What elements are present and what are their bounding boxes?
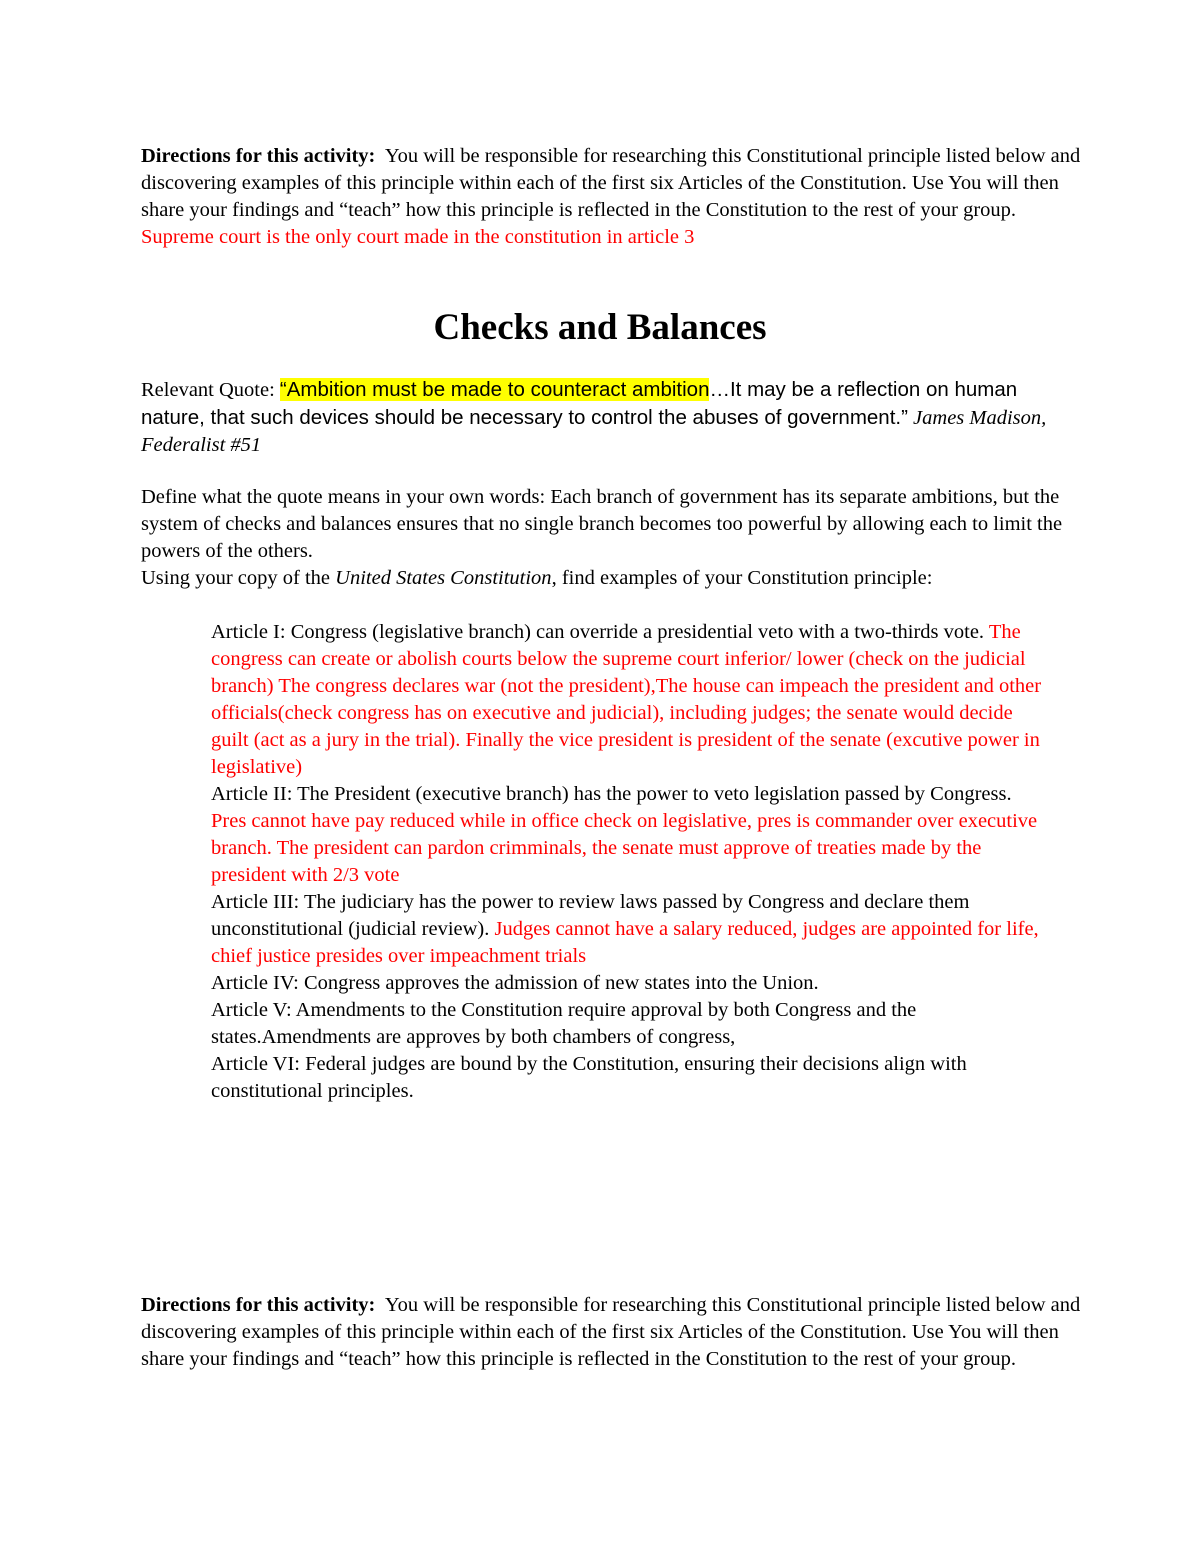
directions-repeat-label: Directions for this activity:	[141, 1294, 376, 1316]
using-paragraph	[141, 565, 1081, 592]
quote-highlighted: “Ambition must be made to counteract ambition	[279, 378, 710, 401]
directions-section	[141, 143, 1081, 251]
directions-text: You will be responsible for researching this Constitutional principle listed below and discovering examples of this principle within each of the first six Articles of the Constitution. Use You will then share your findings and “teach” how this principle is reflected in the Constitution to the rest of your group.	[141, 145, 1081, 221]
quote-attribution: James Madison, Federalist #51	[141, 407, 1047, 456]
article-3	[211, 889, 1051, 970]
article-2-text: Article II: The President (executive branch) has the power to veto legislation passed by Congress.	[211, 783, 1012, 805]
articles-list	[211, 619, 1051, 1105]
article-1	[211, 619, 1051, 781]
quote-label: Relevant Quote:	[141, 379, 275, 401]
article-1-text: Article I: Congress (legislative branch) can override a presidential veto with a two-thirds vote.	[211, 621, 985, 643]
article-3-text: Article III: The judiciary has the power to review laws passed by Congress and declare them unconstitutional (judicial review).	[211, 891, 970, 940]
article-1-note: The congress can create or abolish courts below the supreme court inferior/ lower (check on the judicial branch) The congress declares war (not the president),The house can impeach the president and other officials(check congress has on executive and judicial), including judges; the senate would decide guilt (act as a jury in the trial). Finally the vice president is president of the senate (excutive power in legislative)	[211, 621, 1042, 778]
using-doc: United States Constitution	[335, 567, 552, 589]
define-text: Each branch of government has its separate ambitions, but the system of checks and balances ensures that no single branch becomes too powerful by allowing each to limit the powers of the others.	[141, 486, 1063, 562]
article-5	[211, 997, 1051, 1051]
directions-repeat-section	[141, 1292, 1081, 1373]
directions-label: Directions for this activity:	[141, 145, 376, 167]
quote-section	[141, 376, 1081, 459]
directions-note: Supreme court is the only court made in the constitution in article 3	[141, 226, 695, 248]
article-2	[211, 781, 1051, 889]
article-3-note: Judges cannot have a salary reduced, judges are appointed for life, chief justice presides over impeachment trials	[211, 918, 1039, 967]
define-paragraph	[141, 484, 1081, 565]
define-section	[141, 484, 1081, 592]
define-label: Define what the quote means in your own words:	[141, 486, 546, 508]
directions-repeat-text: You will be responsible for researching this Constitutional principle listed below and discovering examples of this principle within each of the first six Articles of the Constitution. Use You will then share your findings and “teach” how this principle is reflected in the Constitution to the rest of your group.	[141, 1294, 1081, 1370]
quote-rest: …It may be a reflection on human nature, that such devices should be necessary to control the abuses of government.”	[141, 378, 1018, 429]
using-prefix: Using your copy of the	[141, 567, 331, 589]
article-4-text: Article IV: Congress approves the admission of new states into the Union.	[211, 972, 819, 994]
article-2-note: Pres cannot have pay reduced while in office check on legislative, pres is commander over executive branch. The president can pardon crimminals, the senate must approve of treaties made by the president with 2/3 vote	[211, 810, 1038, 886]
directions-paragraph	[141, 143, 1081, 224]
article-6	[211, 1051, 1051, 1105]
article-6-text: Article VI: Federal judges are bound by the Constitution, ensuring their decisions align with constitutional principles.	[211, 1053, 967, 1102]
page-title: Checks and Balances	[433, 307, 767, 348]
directions-repeat-paragraph	[141, 1292, 1081, 1373]
using-suffix: , find examples of your Constitution principle:	[551, 567, 933, 589]
article-4	[211, 970, 1051, 997]
article-5-text: Article V: Amendments to the Constitution require approval by both Congress and the states.Amendments are approves by both chambers of congress,	[211, 999, 917, 1048]
quote-paragraph	[141, 376, 1081, 459]
